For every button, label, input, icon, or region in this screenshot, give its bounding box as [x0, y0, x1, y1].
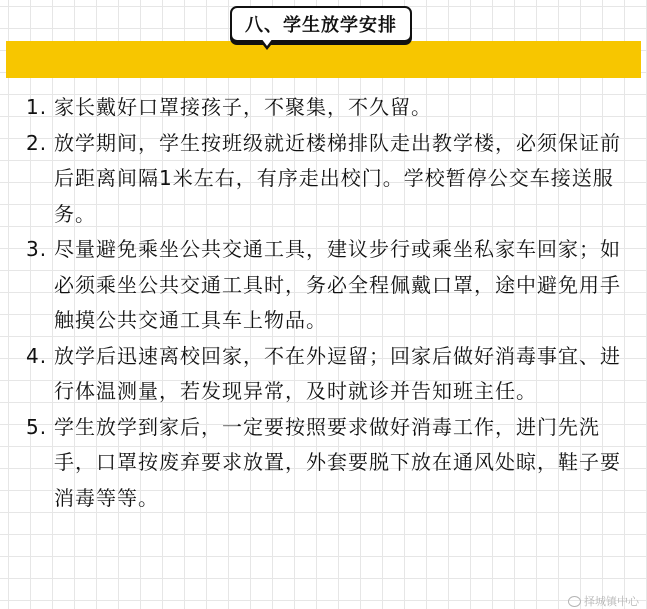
title-banner-band	[6, 41, 641, 78]
list-item	[26, 232, 626, 339]
wechat-watermark	[568, 593, 639, 609]
list-item	[26, 410, 626, 517]
list-item-text: 放学后迅速离校回家，不在外逗留；回家后做好消毒事宜、进行体温测量，若发现异常，及时就诊并告知班主任。	[54, 343, 621, 403]
list-item-text: 学生放学到家后，一定要按照要求做好消毒工作，进门先洗手，口罩按废弃要求放置，外套要脱下放在通风处晾，鞋子要消毒等等。	[54, 414, 621, 510]
list-item	[26, 90, 626, 126]
list-item-number: 1.	[26, 95, 48, 119]
section-title: 八、学生放学安排	[230, 6, 412, 42]
list-item-number: 5.	[26, 414, 48, 439]
speech-bubble-tail-fill	[261, 38, 273, 46]
list-item-text: 尽量避免乘坐公共交通工具，建议步行或乘坐私家车回家；如必须乘坐公共交通工具时，务必全程佩戴口罩，途中避免用手触摸公共交通工具车上物品。	[54, 237, 621, 332]
list-item	[26, 339, 626, 410]
list-item-number: 3.	[26, 237, 48, 261]
list-item-text: 放学期间，学生按班级就近楼梯排队走出教学楼，必须保证前后距离间隔1米左右，有序走出校门。学校暂停公交车接送服务。	[54, 130, 621, 226]
list-item-number: 2.	[26, 130, 48, 155]
watermark-text: 择城镇中心	[584, 595, 639, 608]
list-item	[26, 126, 626, 233]
wechat-icon	[568, 596, 581, 607]
list-item-number: 4.	[26, 343, 48, 368]
list-item-text: 家长戴好口罩接孩子，不聚集，不久留。	[54, 95, 432, 119]
dismissal-rules-list	[26, 90, 626, 516]
